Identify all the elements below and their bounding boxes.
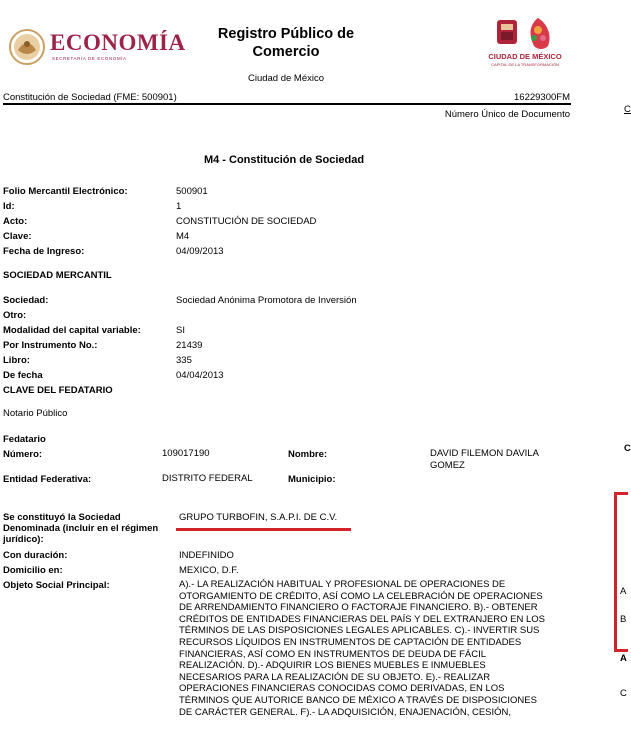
domicilio-value: MEXICO, D.F. (179, 565, 239, 576)
instrumento-label: Por Instrumento No.: (3, 340, 98, 351)
constituyo-value: GRUPO TURBOFIN, S.A.P.I. DE C.V. (179, 512, 338, 523)
highlight-underline (176, 528, 351, 531)
fedatario-label: Fedatario (3, 434, 46, 445)
objeto-line: CRÉDITOS DE ENTIDADES FINANCIERAS DEL PAÍS Y DEL EXTRANJERO EN LOS (179, 613, 546, 625)
id-label: Id: (3, 201, 15, 212)
clipped-letter: A (620, 653, 627, 664)
objeto-line: FINANCIERAS, ASÍ COMO EN INSTRUMENTOS DE DEUDA DE FÁCIL (179, 648, 487, 660)
section-title: M4 - Constitución de Sociedad (203, 154, 365, 166)
header-divider (3, 103, 571, 105)
constituyo-label-line1: Se constituyó la Sociedad (3, 512, 121, 523)
numero-value: 109017190 (162, 448, 210, 459)
page-title: Registro Público de Comercio (217, 26, 355, 60)
document-type: Constitución de Sociedad (FME: 500901) (3, 92, 177, 103)
folio-label: Folio Mercantil Electrónico: (3, 186, 128, 197)
instrumento-value: 21439 (176, 340, 203, 351)
objeto-line: NECESARIOS PARA LA REALIZACIÓN DE SU OBJETO. E).- REALIZAR (179, 671, 491, 683)
mexican-eagle-seal-icon (8, 28, 46, 66)
de-fecha-value: 04/04/2013 (176, 370, 224, 381)
clipped-letter: C (620, 688, 627, 699)
entidad-label: Entidad Federativa: (3, 474, 92, 485)
sociedad-label: Sociedad: (3, 295, 49, 306)
nombre-value-line1: DAVID FILEMON DAVILA (430, 448, 539, 459)
logo-subtitle: SECRETARÍA DE ECONOMÍA (52, 56, 127, 61)
fecha-ingreso-label: Fecha de Ingreso: (3, 246, 85, 257)
objeto-line: REALIZACIÓN. D).- ADQUIRIR LOS BIENES MUEBLES E INMUEBLES (179, 660, 486, 672)
highlight-box (614, 492, 628, 652)
duracion-label: Con duración: (3, 550, 68, 561)
cdmx-wordmark: CIUDAD DE MÉXICO (488, 52, 562, 61)
objeto-line: A).- LA REALIZACIÓN HABITUAL Y PROFESIONAL DE OPERACIONES DE (179, 579, 506, 590)
id-value: 1 (176, 201, 182, 212)
objeto-line: OTORGAMIENTO DE CRÉDITO, ASÍ COMO LA CELEBRACIÓN DE OPERACIONES (179, 590, 543, 602)
domicilio-label: Domicilio en: (3, 565, 63, 576)
document-number: 16229300FM (514, 92, 570, 103)
constituyo-label-line3: jurídico): (3, 534, 44, 545)
notario-text: Notario Público (3, 408, 68, 419)
nombre-label: Nombre: (288, 449, 328, 460)
constituyo-label-line2: Denominada (incluir en el régimen (3, 523, 159, 534)
page-subtitle: Ciudad de México (247, 73, 325, 84)
fecha-ingreso-value: 04/09/2013 (176, 246, 224, 257)
duracion-value: INDEFINIDO (179, 550, 234, 561)
objeto-line: OPERACIONES FINANCIERAS CONOCIDAS COMO DERIVADAS, EN LOS (179, 683, 505, 695)
entidad-value: DISTRITO FEDERAL (162, 473, 253, 484)
objeto-line: TÉRMINOS DE LAS DISPOSICIONES LEGALES APLICABLES. C).- INVERTIR SUS (179, 625, 540, 637)
clave-label: Clave: (3, 231, 32, 242)
sociedad-value: Sociedad Anónima Promotora de Inversión (176, 295, 357, 306)
acto-value: CONSTITUCIÓN DE SOCIEDAD (176, 216, 317, 227)
clipped-letter: A (620, 586, 627, 597)
modalidad-label: Modalidad del capital variable: (3, 325, 141, 336)
document-number-label: Número Único de Documento (444, 109, 570, 120)
numero-label: Número: (3, 449, 43, 460)
de-fecha-label: De fecha (3, 370, 43, 381)
clipped-letter: C (624, 104, 631, 115)
municipio-label: Municipio: (288, 474, 336, 485)
clipped-letter: C (624, 443, 631, 454)
cdmx-crest-icon (494, 16, 554, 52)
objeto-line: DE CARÁCTER GENERAL. F).- LA ADQUISICIÓN, ENAJENACIÓN, CESIÓN, (179, 706, 512, 718)
cdmx-logo (470, 16, 580, 72)
objeto-social-text (179, 579, 599, 718)
objeto-line: TÉRMINOS QUE AUTORICE BANCO DE MÉXICO A TRAVÉS DE DISPOSICIONES (179, 694, 537, 706)
nombre-value-line2: GOMEZ (430, 460, 465, 471)
objeto-label: Objeto Social Principal: (3, 580, 110, 591)
modalidad-value: SI (176, 325, 185, 336)
objeto-line: DE ARRENDAMIENTO FINANCIERO O FACTORAJE FINANCIERO. B).- OBTENER (179, 602, 538, 614)
clave-fedatario-heading: CLAVE DEL FEDATARIO (3, 385, 113, 396)
clipped-letter: B (620, 614, 627, 625)
economia-logo (8, 25, 188, 69)
otro-label: Otro: (3, 310, 27, 321)
folio-value: 500901 (176, 186, 208, 197)
libro-value: 335 (176, 355, 192, 366)
acto-label: Acto: (3, 216, 28, 227)
sociedad-mercantil-heading: SOCIEDAD MERCANTIL (3, 270, 112, 281)
clave-value: M4 (176, 231, 190, 242)
cdmx-tagline: CAPITAL DE LA TRANSFORMACIÓN (491, 62, 559, 67)
objeto-line: RECURSOS LÍQUIDOS EN INSTRUMENTOS DE CAPTACIÓN DE ENTIDADES (179, 636, 522, 648)
libro-label: Libro: (3, 355, 30, 366)
logo-wordmark: ECONOMÍA (50, 30, 186, 55)
